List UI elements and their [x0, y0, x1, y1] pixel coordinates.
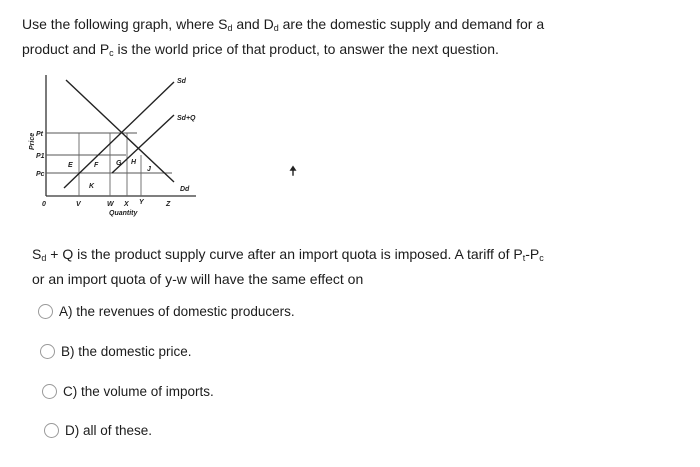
question-text-part: product and P [22, 41, 110, 57]
description-text-part: S [32, 246, 42, 262]
sd-curve [64, 82, 174, 188]
x-tick-y: Y [139, 199, 144, 206]
option-d[interactable] [44, 423, 152, 438]
description-line-2: or an import quota of y-w will have the same effect on [32, 271, 364, 287]
x-tick-v: V [76, 201, 81, 208]
option-b[interactable] [40, 344, 192, 359]
subscript: d [41, 253, 47, 263]
pt-label: Pt [36, 131, 43, 138]
area-f-label: F [94, 162, 99, 169]
x-tick-w: W [107, 201, 114, 208]
subscript: d [227, 23, 233, 33]
question-text-part: is the world price of that product, to answer the next question. [113, 41, 499, 57]
subscript: d [273, 23, 279, 33]
description-text-part: -P [525, 246, 540, 262]
quota-description [32, 244, 592, 290]
option-label: A) the revenues of domestic producers. [59, 304, 295, 319]
area-g-label: G [116, 160, 122, 167]
radio-button[interactable] [42, 384, 57, 399]
option-a[interactable] [38, 304, 295, 319]
question-text-part: are the domestic supply and demand for a [278, 16, 545, 32]
x-tick-x: X [124, 201, 129, 208]
option-label: C) the volume of imports. [63, 384, 214, 399]
option-label: D) all of these. [65, 423, 153, 438]
sdq-label: Sd+Q [177, 115, 196, 122]
subscript: c [109, 48, 114, 58]
mouse-cursor-icon [288, 164, 298, 178]
radio-button[interactable] [44, 423, 59, 438]
area-e-label: E [68, 162, 73, 169]
subscript: c [539, 253, 544, 263]
radio-button[interactable] [40, 344, 55, 359]
sd-label: Sd [177, 78, 186, 85]
question-line-2 [22, 39, 622, 64]
y-axis-label: Price [29, 132, 36, 150]
question-text [22, 14, 622, 64]
description-text-part: + Q is the product supply curve after an import quota is imposed. A tariff of P [46, 246, 523, 262]
radio-button[interactable] [38, 304, 53, 319]
dd-label: Dd [180, 186, 190, 193]
question-text-part: and D [232, 16, 274, 32]
p1-label: P1 [36, 153, 45, 160]
area-j-label: J [147, 166, 151, 173]
question-line-1 [22, 14, 622, 39]
pc-label: Pc [36, 171, 45, 178]
area-h-label: H [131, 159, 137, 166]
x-tick-o: 0 [42, 201, 46, 208]
subscript: t [522, 253, 526, 263]
area-k-label: K [89, 183, 95, 190]
question-text-part: Use the following graph, where S [22, 16, 228, 32]
description-line-1 [32, 244, 592, 269]
x-tick-z: Z [166, 201, 171, 208]
option-c[interactable] [42, 384, 214, 399]
supply-demand-graph [24, 70, 214, 220]
option-label: B) the domestic price. [61, 344, 192, 359]
x-axis-label: Quantity [109, 210, 138, 217]
